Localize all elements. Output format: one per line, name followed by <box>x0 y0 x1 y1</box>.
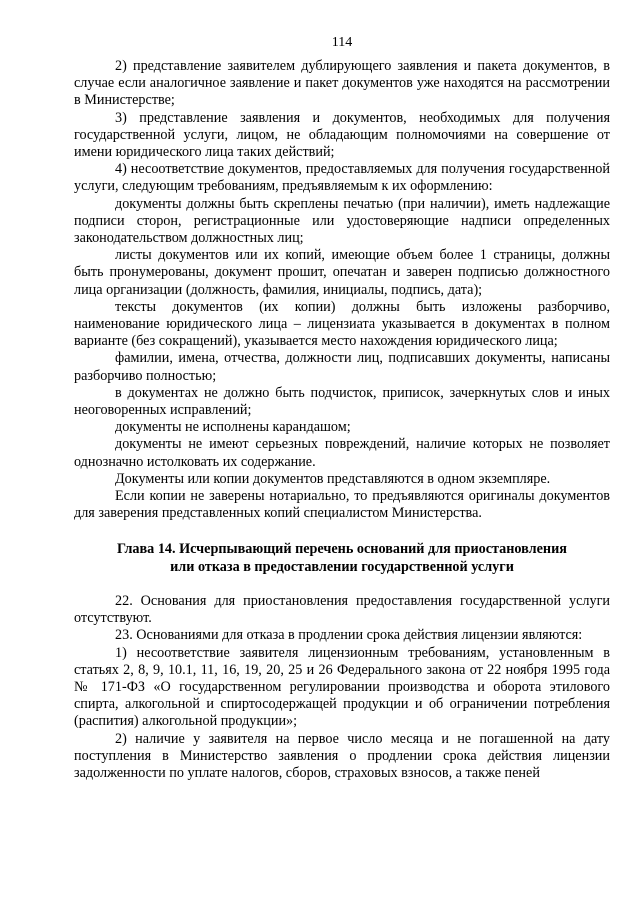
paragraph-23-item-2: 2) наличие у заявителя на первое число месяца и не погашенной на дату поступления в Министерство заявления о продлении срока действия лицензии задолженности по уплате налогов, сборов, страховых взносов, а также пеней <box>74 730 610 781</box>
paragraph-originals: Если копии не заверены нотариально, то предъявляются оригиналы документов для заверения представленных копий специалистом Министерства. <box>74 488 610 522</box>
paragraph-no-pencil: документы не исполнены карандашом; <box>115 419 351 436</box>
chapter-heading-line-1: Глава 14. Исчерпывающий перечень оснований для приостановления <box>117 541 567 558</box>
paragraph-23: 23. Основаниями для отказа в продлении срока действия лицензии являются: <box>115 627 583 644</box>
paragraph-22: 22. Основания для приостановления предоставления государственной услуги отсутствуют. <box>74 592 610 627</box>
paragraph-full-names: фамилии, имена, отчества, должности лиц, подписавших документы, написаны разборчиво полностью; <box>74 350 610 384</box>
paragraph-numbered-sheets: листы документов или их копий, имеющие объем более 1 страницы, должны быть пронумерованы, документ прошит, опечатан и заверен подписью должностного лица организации (должность, фамилия, инициалы, подпись, дата); <box>74 247 610 298</box>
paragraph-single-copy: Документы или копии документов представляются в одном экземпляре. <box>115 470 551 487</box>
paragraph-unauthorized-person: 3) представление заявления и документов, необходимых для получения государственной услуги, лицом, не обладающим полномочиями на совершение от имени юридического лица таких действий; <box>74 109 610 161</box>
paragraph-no-erasures: в документах не должно быть подчисток, приписок, зачеркнутых слов и иных неоговоренных исправлений; <box>74 384 610 419</box>
chapter-heading-line-2: или отказа в предоставлении государственной услуги <box>170 558 514 575</box>
paragraph-no-damage: документы не имеют серьезных повреждений, наличие которых не позволяет однозначно истолковать их содержание. <box>74 436 610 470</box>
chapter-heading <box>74 541 610 575</box>
paragraph-legible-texts: тексты документов (их копии) должны быть изложены разборчиво, наименование юридического лица – лицензиата указывается в документах в полном варианте (без сокращений), указывается место нахождения юридического лица; <box>74 298 610 350</box>
paragraph-document-requirements: 4) несоответствие документов, предоставляемых для получения государственной услуги, следующим требованиям, предъявляемым к их оформлению: <box>74 161 610 195</box>
page-number: 114 <box>331 35 353 50</box>
paragraph-23-item-1: 1) несоответствие заявителя лицензионным требованиям, установленным в статьях 2, 8, 9, 10.1, 11, 16, 19, 20, 25 и 26 Федерального закона от 22 ноября 1995 года № 171-ФЗ «О государственном регулировании производства и оборота этилового спирта, алкогольной и спиртосодержащей продукции и об ограничении потребления (распития) алкогольной продукции»; <box>74 644 610 730</box>
paragraph-seal-signatures: документы должны быть скреплены печатью (при наличии), иметь надлежащие подписи сторон, регистрационные или удостоверяющие надписи определенных законодательством должностных лиц; <box>74 195 610 247</box>
paragraph-duplicate-application: 2) представление заявителем дублирующего заявления и пакета документов, в случае если аналогичное заявление и пакет документов уже находятся на рассмотрении в Министерстве; <box>74 58 610 109</box>
document-page <box>74 34 610 782</box>
